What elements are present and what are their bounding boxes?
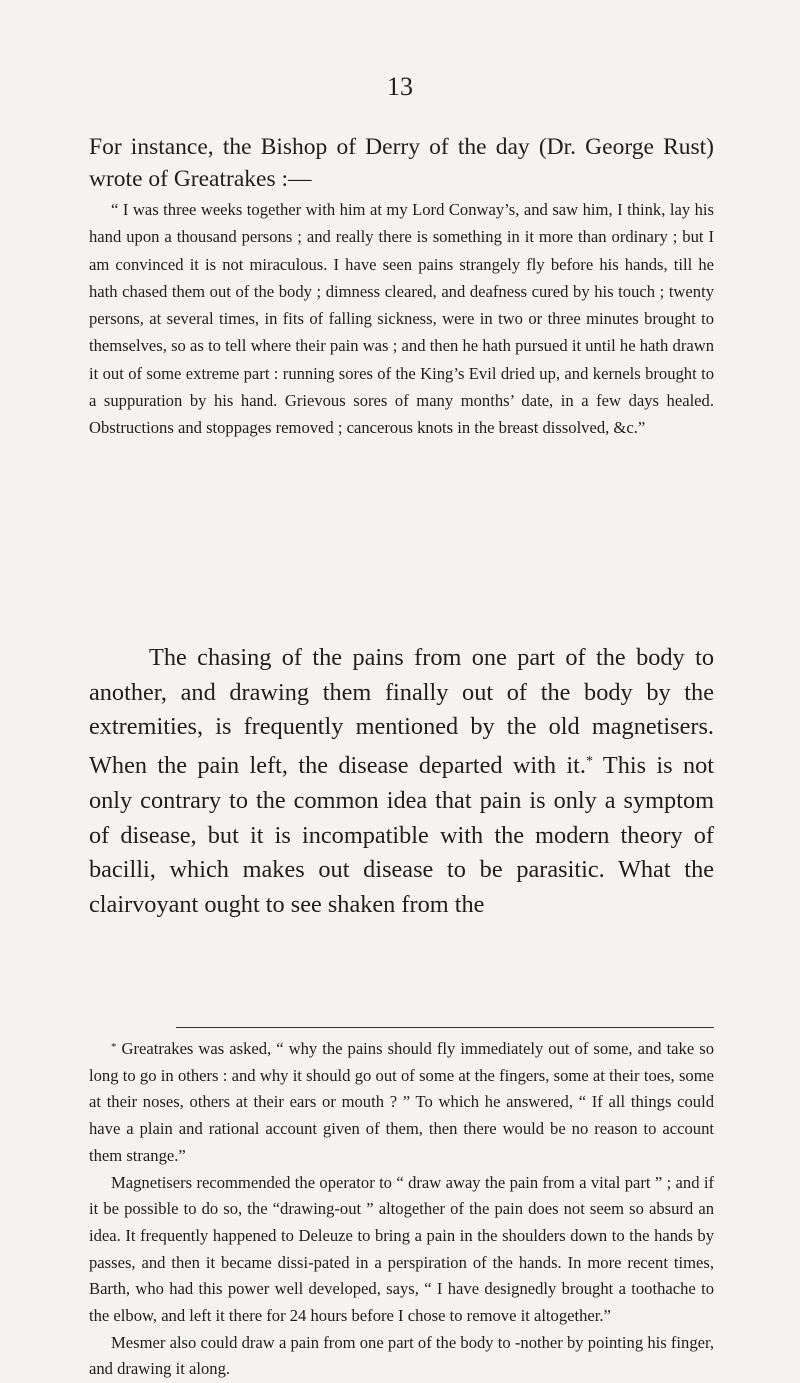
intro-paragraph: For instance, the Bishop of Derry of the day (Dr. George Rust) wrote of Greatrakes :— (89, 134, 714, 192)
footnote-text: Greatrakes was asked, “ why the pains should fly immediately out of some, and take so long to go in others : and why it should go out of some at the fingers, some at their toes, some at their noses, others at their ears or mouth ? ” To which he answered, “ If all things could have a plain and rational account given of them, then there would be no reason to account them strange.” (89, 1039, 714, 1165)
main-text-after-note: This is not only contrary to the common idea that pain is only a symptom of disease, but it is incompatible with the modern theory of bacilli, which makes out disease to be parasitic. What the clairvoyant ought to see shaken from the (89, 752, 715, 918)
footnote-marker: * (111, 1041, 117, 1053)
footnotes (89, 1034, 714, 1383)
footnote-paragraph (89, 1034, 714, 1170)
footnote-paragraph: Magnetisers recommended the operator to “ draw away the pain from a vital part ” ; and if it be possible to do so, the “drawing-out ” altogether of the pain does not seem so absurd an idea. It frequently happened to Deleuze to bring a pain in the shoulders down to the hands by passes, and then it became dissi-pated in a perspiration of the hands. In more recent times, Barth, who had this power well developed, says, “ I have designedly brought a toothache to the elbow, and left it there for 24 hours before I chose to remove it altogether.” (89, 1172, 714, 1326)
footnote-reference: * (585, 754, 593, 770)
footnote-paragraph: Mesmer also could draw a pain from one part of the body to -nother by pointing his finger, and drawing it along. (89, 1332, 714, 1379)
main-text-before-note: The chasing of the pains from one part of the body to another, and drawing them finally out of the body by the extremities, is frequently mentioned by the old magnetisers. When the pain left, the disease departed with it. (89, 644, 714, 780)
main-paragraph (89, 641, 714, 923)
footnote-divider (176, 1027, 714, 1028)
block-quote: “ I was three weeks together with him at my Lord Conway’s, and saw him, I think, lay his hand upon a thousand persons ; and really there is something in it more than ordinary ; but I am convinced it is not miraculous. I have seen pains strangely fly before his hands, till he hath chased them out of the body ; dimness cleared, and deafness cured by his touch ; twenty persons, at several times, in fits of falling sickness, were in two or three minutes brought to themselves, so as to tell where their pain was ; and then he hath pursued it until he hath drawn it out of some extreme part : running sores of the King’s Evil dried up, and kernels brought to a suppuration by his hand. Grievous sores of many months’ date, in a few days healed. Obstructions and stoppages removed ; cancerous knots in the breast dissolved, &c.” (89, 200, 714, 438)
page-number: 13 (387, 72, 413, 101)
